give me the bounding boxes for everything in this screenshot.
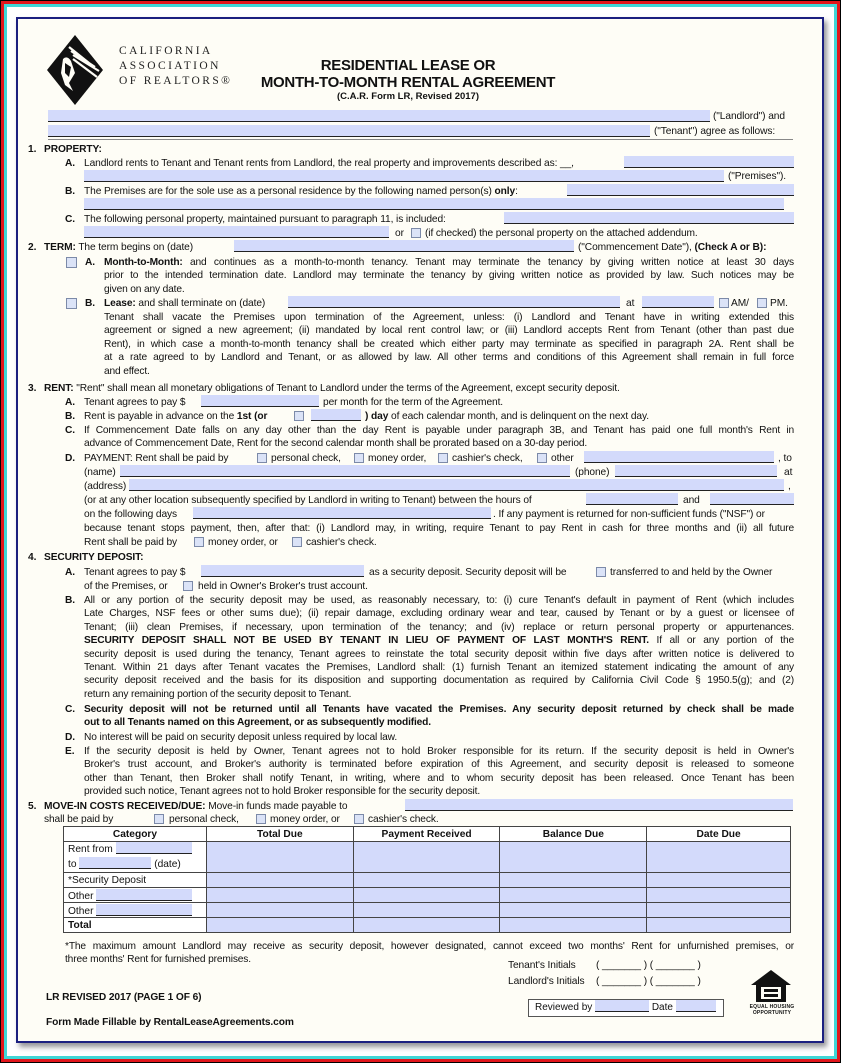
total-due[interactable] — [206, 918, 353, 933]
s4-d-text: No interest will be paid on security deposit unless required by local law. — [84, 732, 398, 743]
lease-checkbox[interactable] — [66, 298, 77, 309]
divider — [48, 139, 793, 140]
car-logo-icon — [45, 33, 105, 107]
section-3-title: RENT: — [44, 383, 74, 394]
other-payment-checkbox[interactable] — [537, 453, 547, 463]
document-page — [16, 17, 824, 1043]
payee-phone-label: (phone) — [575, 467, 610, 478]
month-to-month-checkbox[interactable] — [66, 257, 77, 268]
s3-d-and: and — [683, 495, 700, 506]
s3-a-post: per month for the term of the Agreement. — [323, 397, 504, 408]
s2-b-label: B. — [85, 298, 95, 309]
premises-address-field-1[interactable] — [624, 156, 794, 168]
section-4-number: 4. — [28, 552, 37, 563]
other-1-label: Other — [68, 890, 94, 902]
future-cashiers-check-label: cashier's check. — [306, 537, 377, 548]
premises-label: ("Premises"). — [728, 171, 787, 182]
col-category: Category — [64, 827, 207, 842]
commencement-date-field[interactable] — [234, 240, 574, 252]
reviewed-date-field[interactable] — [676, 1000, 716, 1012]
table-row — [64, 918, 791, 933]
s3-d-hours: (or at any other location subsequently specified by Landlord in writing to Tenant) between the hours of — [84, 495, 532, 506]
money-order-label: money order, — [368, 453, 427, 464]
logo-text — [119, 44, 232, 89]
section-1-number: 1. — [28, 144, 37, 155]
s4-b-line1: All or any portion of the security deposit may be used, as reasonably necessary, to: (i) cure Tenant's default in payment of Rent (which includes — [84, 595, 794, 606]
table-row — [64, 888, 791, 903]
deposit-date-due[interactable] — [647, 873, 791, 888]
s3-b-post-text: of each calendar month, and is delinquent on the next day. — [391, 411, 649, 422]
page-title — [238, 57, 578, 102]
total-payment-received[interactable] — [353, 918, 500, 933]
am-checkbox[interactable] — [719, 298, 729, 308]
s4-b-line8: return any remaining portion of the security deposit to Tenant. — [84, 688, 352, 700]
s3-c-line1: If Commencement Date falls on any day other than the day Rent is payable under paragraph 3B, and Tenant has paid one full month's Rent in — [84, 425, 794, 436]
equal-housing-icon — [750, 969, 792, 1003]
payee-address-field[interactable] — [129, 479, 784, 491]
section-3-number: 3. — [28, 383, 37, 394]
other-1-field[interactable] — [96, 889, 192, 901]
total-date-due[interactable] — [647, 918, 791, 933]
other1-date-due[interactable] — [647, 888, 791, 903]
s1-b-only: only — [494, 186, 516, 197]
s3-a-label: A. — [65, 397, 75, 408]
s4-c-line2: out to all Tenants named on this Agreement, or as subsequently modified. — [84, 717, 431, 729]
s3-intro — [44, 382, 620, 395]
s4-a-line2-post: held in Owner's Broker's trust account. — [198, 581, 368, 592]
s4-e-line1: If the security deposit is held by Owner, Tenant agrees not to hold Broker responsible for its return. If the security deposit is held in Owner's — [84, 746, 794, 757]
cashiers-check-label: cashier's check, — [452, 453, 523, 464]
s3-b-day: ) day — [365, 411, 389, 422]
s5-payable: Move-in funds made payable to — [208, 801, 348, 812]
s4-b-line4-post: If all or any portion of the — [656, 635, 794, 647]
fillable-credit: Form Made Fillable by RentalLeaseAgreements.com — [46, 1017, 294, 1028]
rent-date-due[interactable] — [647, 842, 791, 873]
s2-a-line3: given on any date. — [104, 283, 185, 295]
s1-a-label: A. — [65, 158, 75, 169]
s2-b-intro — [104, 297, 265, 310]
s2-a-line1: and continues as a month-to-month tenancy. Tenant may terminate the tenancy by giving written notice at least 30 days — [190, 257, 794, 268]
other1-payment-received[interactable] — [353, 888, 500, 903]
movein-cashier-label: cashier's check. — [368, 814, 439, 825]
s5-paid-by: shall be paid by — [44, 814, 114, 825]
col-payment-received: Payment Received — [353, 827, 500, 842]
payment-days-field[interactable] — [193, 507, 491, 519]
s5-intro — [44, 800, 347, 813]
total-balance-due[interactable] — [500, 918, 647, 933]
s4-b-line6: Tenant. Within 21 days after Tenant vacates the Premises, Landlord shall: (1) furnish Tenant an itemized statement indicating the amount of any — [84, 662, 794, 674]
rent-to-date-field[interactable] — [79, 857, 151, 869]
future-money-order-checkbox[interactable] — [194, 537, 204, 547]
termination-time-field[interactable] — [642, 296, 714, 308]
s1-b-text-main: The Premises are for the sole use as a personal residence by the following named person(s) — [84, 186, 492, 197]
check-a-or-b: (Check A or B): — [694, 242, 767, 253]
s4-c-label: C. — [65, 704, 75, 715]
section-5-title: MOVE-IN COSTS RECEIVED/DUE: — [44, 801, 206, 812]
other1-balance-due[interactable] — [500, 888, 647, 903]
s4-e-label: E. — [65, 746, 75, 757]
s3-d-stop — [84, 522, 794, 535]
other1-total-due[interactable] — [206, 888, 353, 903]
reviewed-by-box — [528, 999, 724, 1017]
s4-b-line5: security deposit is used during the tenancy, Tenant agrees to reinstate the total security deposit within five days after written notice is delivered to — [84, 648, 794, 660]
personal-property-field-1[interactable] — [504, 212, 794, 224]
s4-c-text — [84, 703, 794, 730]
premises-address-field-2[interactable] — [84, 170, 724, 182]
s1-c-addendum-text: (if checked) the personal property on the attached addendum. — [425, 228, 698, 239]
table-row — [64, 873, 791, 888]
pm-label: PM. — [770, 298, 788, 309]
rent-payment-received[interactable] — [353, 842, 500, 873]
form-subtitle: (C.A.R. Form LR, Revised 2017) — [336, 91, 479, 102]
s3-d-pre: PAYMENT: Rent shall be paid by — [84, 453, 229, 464]
other-2-label: Other — [68, 905, 94, 917]
occupants-field-1[interactable] — [567, 184, 794, 196]
s3-b-1st: 1st (or — [236, 411, 268, 422]
rent-day-field[interactable] — [311, 409, 361, 421]
s2-b-body — [104, 311, 794, 378]
deposit-total-due[interactable] — [206, 873, 353, 888]
hours-to-field[interactable] — [710, 493, 794, 505]
s4-a-transfer: transferred to and held by the Owner — [610, 567, 773, 578]
rent-day-checkbox[interactable] — [294, 411, 304, 421]
addendum-checkbox[interactable] — [411, 228, 421, 238]
s3-b-label: B. — [65, 411, 75, 422]
deposit-broker-checkbox[interactable] — [183, 581, 193, 591]
other-payment-field[interactable] — [584, 451, 774, 463]
table-row — [64, 903, 791, 918]
s2-a-line2: prior to the intended termination date. Landlord may terminate the tenancy by giving written notice as provided by law. Such notices may be — [104, 270, 794, 282]
movein-money-order-checkbox[interactable] — [256, 814, 266, 824]
future-money-order-label: money order, or — [208, 537, 278, 548]
eho-line2: OPPORTUNITY — [752, 1010, 792, 1016]
s4-b-line7: security deposit received and the basis for its disposition and supporting documentation as required by California Civil Code § 1950.5(g); and (2) — [84, 675, 794, 687]
movein-cashiers-check-checkbox[interactable] — [354, 814, 364, 824]
section-1-title: PROPERTY: — [44, 144, 102, 155]
section-4-title: SECURITY DEPOSIT: — [44, 552, 144, 563]
s3-c-line2: advance of Commencement Date, Rent for the second calendar month shall be prorated based on a 30-day period. — [84, 438, 588, 450]
month-to-month-label: Month-to-Month: — [104, 257, 183, 268]
rent-from-label: Rent from — [68, 844, 113, 855]
landlord-label: ("Landlord") and — [713, 111, 785, 122]
rent-balance-due[interactable] — [500, 842, 647, 873]
s1-b-label: B. — [65, 186, 75, 197]
deposit-owner-checkbox[interactable] — [596, 567, 606, 577]
s3-b-post — [365, 410, 649, 423]
s1-c-label: C. — [65, 214, 75, 225]
s2-b-text: and shall terminate on (date) — [138, 298, 266, 309]
s4-a-mid: as a security deposit. Security deposit will be — [369, 567, 567, 578]
lease-label: Lease: — [104, 298, 136, 309]
col-total-due: Total Due — [206, 827, 353, 842]
s4-b-line4-bold: SECURITY DEPOSIT SHALL NOT BE USED BY TENANT IN LIEU OF PAYMENT OF LAST MONTH'S RENT. — [84, 635, 649, 647]
s4-b-line3: Tenant; (iii) clean Premises, if necessary, upon termination of the tenancy; and (iv) replace or return personal property or appurtenances. — [84, 621, 794, 633]
payee-name-label: (name) — [84, 467, 116, 478]
eho-line1: EQUAL HOUSING — [749, 1004, 795, 1010]
s3-d-days: on the following days — [84, 509, 178, 520]
logo-line-1: CALIFORNIA — [119, 45, 213, 57]
move-in-costs-table — [63, 826, 791, 933]
personal-property-field-2[interactable] — [84, 226, 389, 238]
s4-b-text — [84, 594, 794, 701]
landlord-initials-label: Landlord's Initials — [508, 976, 585, 987]
table-row — [64, 842, 791, 873]
section-2-number: 2. — [28, 242, 37, 253]
s4-e-text — [84, 745, 794, 799]
other2-payment-received[interactable] — [353, 903, 500, 918]
other-1-cell — [64, 888, 207, 903]
revision-label: LR REVISED 2017 (PAGE 1 OF 6) — [46, 992, 202, 1003]
s4-b-line2: Late Charges, NSF fees or other sums due); (ii) repair damage, excluding ordinary wear and tear, caused by Tenant or by a guest or licensee of — [84, 608, 794, 620]
s3-b-text — [84, 410, 267, 423]
termination-date-field[interactable] — [288, 296, 620, 308]
s4-e-line4: provided such notice, Tenant agrees not to hold Broker responsible for the security deposit. — [84, 786, 481, 798]
personal-check-label: personal check, — [271, 453, 341, 464]
s3-intro-text: "Rent" shall mean all monetary obligations of Tenant to Landlord under the terms of the Agreement, except security deposit. — [76, 383, 620, 394]
money-order-checkbox[interactable] — [354, 453, 364, 463]
reviewed-by-label: Reviewed by — [535, 1002, 593, 1013]
s3-d-to: , to — [778, 453, 792, 464]
payee-address-label: (address) — [84, 481, 127, 492]
col-date-due: Date Due — [647, 827, 791, 842]
total-cell: Total — [64, 918, 207, 933]
rent-to-label: to — [68, 859, 77, 870]
s1-a-text: Landlord rents to Tenant and Tenant rents from Landlord, the real property and improvements described as: __, — [84, 158, 574, 169]
hours-from-field[interactable] — [586, 493, 678, 505]
s4-b-label: B. — [65, 595, 75, 606]
s2-a-text — [104, 256, 794, 296]
s3-d-label: D. — [65, 453, 75, 464]
tenant-label: ("Tenant") agree as follows: — [654, 126, 776, 137]
s3-d-at: at — [784, 467, 793, 478]
s3-d-nsf: . If any payment is returned for non-sufficient funds ("NSF") or — [493, 509, 765, 520]
s2-b-line3: agreement or signed a new agreement; (ii) mandated by local rent control law; or (iii) Landlord accepts Rent from Tenant (other than past due — [104, 325, 794, 337]
s4-a-label: A. — [65, 567, 75, 578]
movein-personal-check-checkbox[interactable] — [154, 814, 164, 824]
table-header-row — [64, 827, 791, 842]
tenant-initials-field[interactable]: ( _______ ) ( _______ ) — [596, 960, 701, 971]
other-2-field[interactable] — [96, 904, 192, 916]
logo-line-2: ASSOCIATION — [119, 60, 221, 72]
footnote-line2: three months' Rent for furnished premises. — [65, 954, 251, 966]
title-line-2: MONTH-TO-MONTH RENTAL AGREEMENT — [260, 74, 556, 91]
s4-e-line2: Broker's trust account, and Broker's authority is terminated before expiration of this Agreement, and security deposit is released to someone — [84, 759, 794, 771]
s4-a-pre: Tenant agrees to pay $ — [84, 567, 186, 578]
rent-total-due[interactable] — [206, 842, 353, 873]
s2-b-line4: Rent), in which case a month-to-month tenancy shall be created which either party may terminate as specified in paragraph 2A. Rent shall be — [104, 338, 794, 350]
logo-line-3: OF REALTORS® — [119, 75, 233, 87]
s2-b-line5: at a rate agreed to by Landlord and Tenant, or as allowed by law. All other terms and conditions of this Agreement shall remain in full force — [104, 352, 794, 364]
future-cashiers-check-checkbox[interactable] — [292, 537, 302, 547]
s3-a-pre: Tenant agrees to pay $ — [84, 397, 186, 408]
s3-b-pre: Rent is payable in advance on the — [84, 411, 235, 422]
s2-commencement — [578, 241, 766, 254]
other2-balance-due[interactable] — [500, 903, 647, 918]
s3-c-text — [84, 424, 794, 451]
tenant-name-field[interactable] — [48, 125, 650, 137]
occupants-field-2[interactable] — [84, 198, 784, 210]
pm-checkbox[interactable] — [757, 298, 767, 308]
reviewed-by-field[interactable] — [595, 1000, 649, 1012]
section-2-title: TERM: — [44, 242, 76, 253]
other2-total-due[interactable] — [206, 903, 353, 918]
other-2-cell — [64, 903, 207, 918]
tenant-initials-label: Tenant's Initials — [508, 960, 576, 971]
payee-phone-field[interactable] — [615, 465, 777, 477]
s4-d-label: D. — [65, 732, 75, 743]
title-line-1: RESIDENTIAL LEASE OR — [320, 57, 496, 74]
landlord-initials-field[interactable]: ( _______ ) ( _______ ) — [596, 976, 701, 987]
s3-d-future: Rent shall be paid by — [84, 537, 178, 548]
move-in-payee-field[interactable] — [405, 799, 793, 811]
movein-money-label: money order, or — [270, 814, 340, 825]
s2-b-at: at — [626, 298, 635, 309]
payee-name-field[interactable] — [120, 465, 570, 477]
s2-a-label: A. — [85, 257, 95, 268]
equal-housing-text — [746, 1004, 798, 1016]
movein-personal-label: personal check, — [169, 814, 239, 825]
s4-a-line2-pre: of the Premises, or — [84, 581, 168, 592]
footnote-line1: *The maximum amount Landlord may receive as security deposit, however designated, cannot exceed two months' Rent for unfurnished premises, or — [65, 941, 794, 952]
s4-c-line1: Security deposit will not be returned until all Tenants have vacated the Premises. Any security deposit returned by check shall be made — [84, 704, 794, 715]
s1-c-or: or — [395, 228, 404, 239]
rent-date-label: (date) — [154, 859, 181, 870]
section-5-number: 5. — [28, 801, 37, 812]
s3-d-comma: , — [788, 481, 791, 492]
other2-date-due[interactable] — [647, 903, 791, 918]
reviewed-date-label: Date — [651, 1002, 673, 1013]
security-deposit-cell: *Security Deposit — [64, 873, 207, 888]
s1-c-text: The following personal property, maintained pursuant to paragraph 11, is included: — [84, 214, 446, 225]
s2-intro — [44, 241, 193, 254]
s2-begins: The term begins on (date) — [78, 242, 194, 253]
other-payment-label: other — [551, 453, 574, 464]
monthly-rent-field[interactable] — [201, 395, 319, 407]
s4-e-line3: other than Tenant, then Broker shall notify Tenant, in writing, where and to whom security deposit has been released. Once Tenant has been — [84, 772, 794, 784]
rent-from-date-field[interactable] — [116, 842, 192, 854]
cashiers-check-checkbox[interactable] — [438, 453, 448, 463]
s1-b-text: The Premises are for the sole use as a personal residence by the following named person(s) only: — [84, 186, 518, 197]
col-balance-due: Balance Due — [500, 827, 647, 842]
s2-b-line2: Tenant shall vacate the Premises upon termination of the Agreement, unless: (i) Landlord and Tenant have in writing extended this — [104, 312, 794, 323]
commencement-label: ("Commencement Date"), — [578, 242, 692, 253]
s3-d-stop-text: because tenant stops payment, then, after that: (i) Landlord may, in writing, require Tenant to pay Rent in cash for three months and (ii) all future — [84, 523, 794, 534]
rent-period-cell — [64, 842, 207, 873]
deposit-balance-due[interactable] — [500, 873, 647, 888]
s3-c-label: C. — [65, 425, 75, 436]
s2-b-line6: and effect. — [104, 365, 150, 377]
am-label: AM/ — [731, 298, 749, 309]
personal-check-checkbox[interactable] — [257, 453, 267, 463]
deposit-payment-received[interactable] — [353, 873, 500, 888]
security-deposit-amount-field[interactable] — [201, 565, 364, 577]
landlord-name-field[interactable] — [48, 110, 710, 122]
